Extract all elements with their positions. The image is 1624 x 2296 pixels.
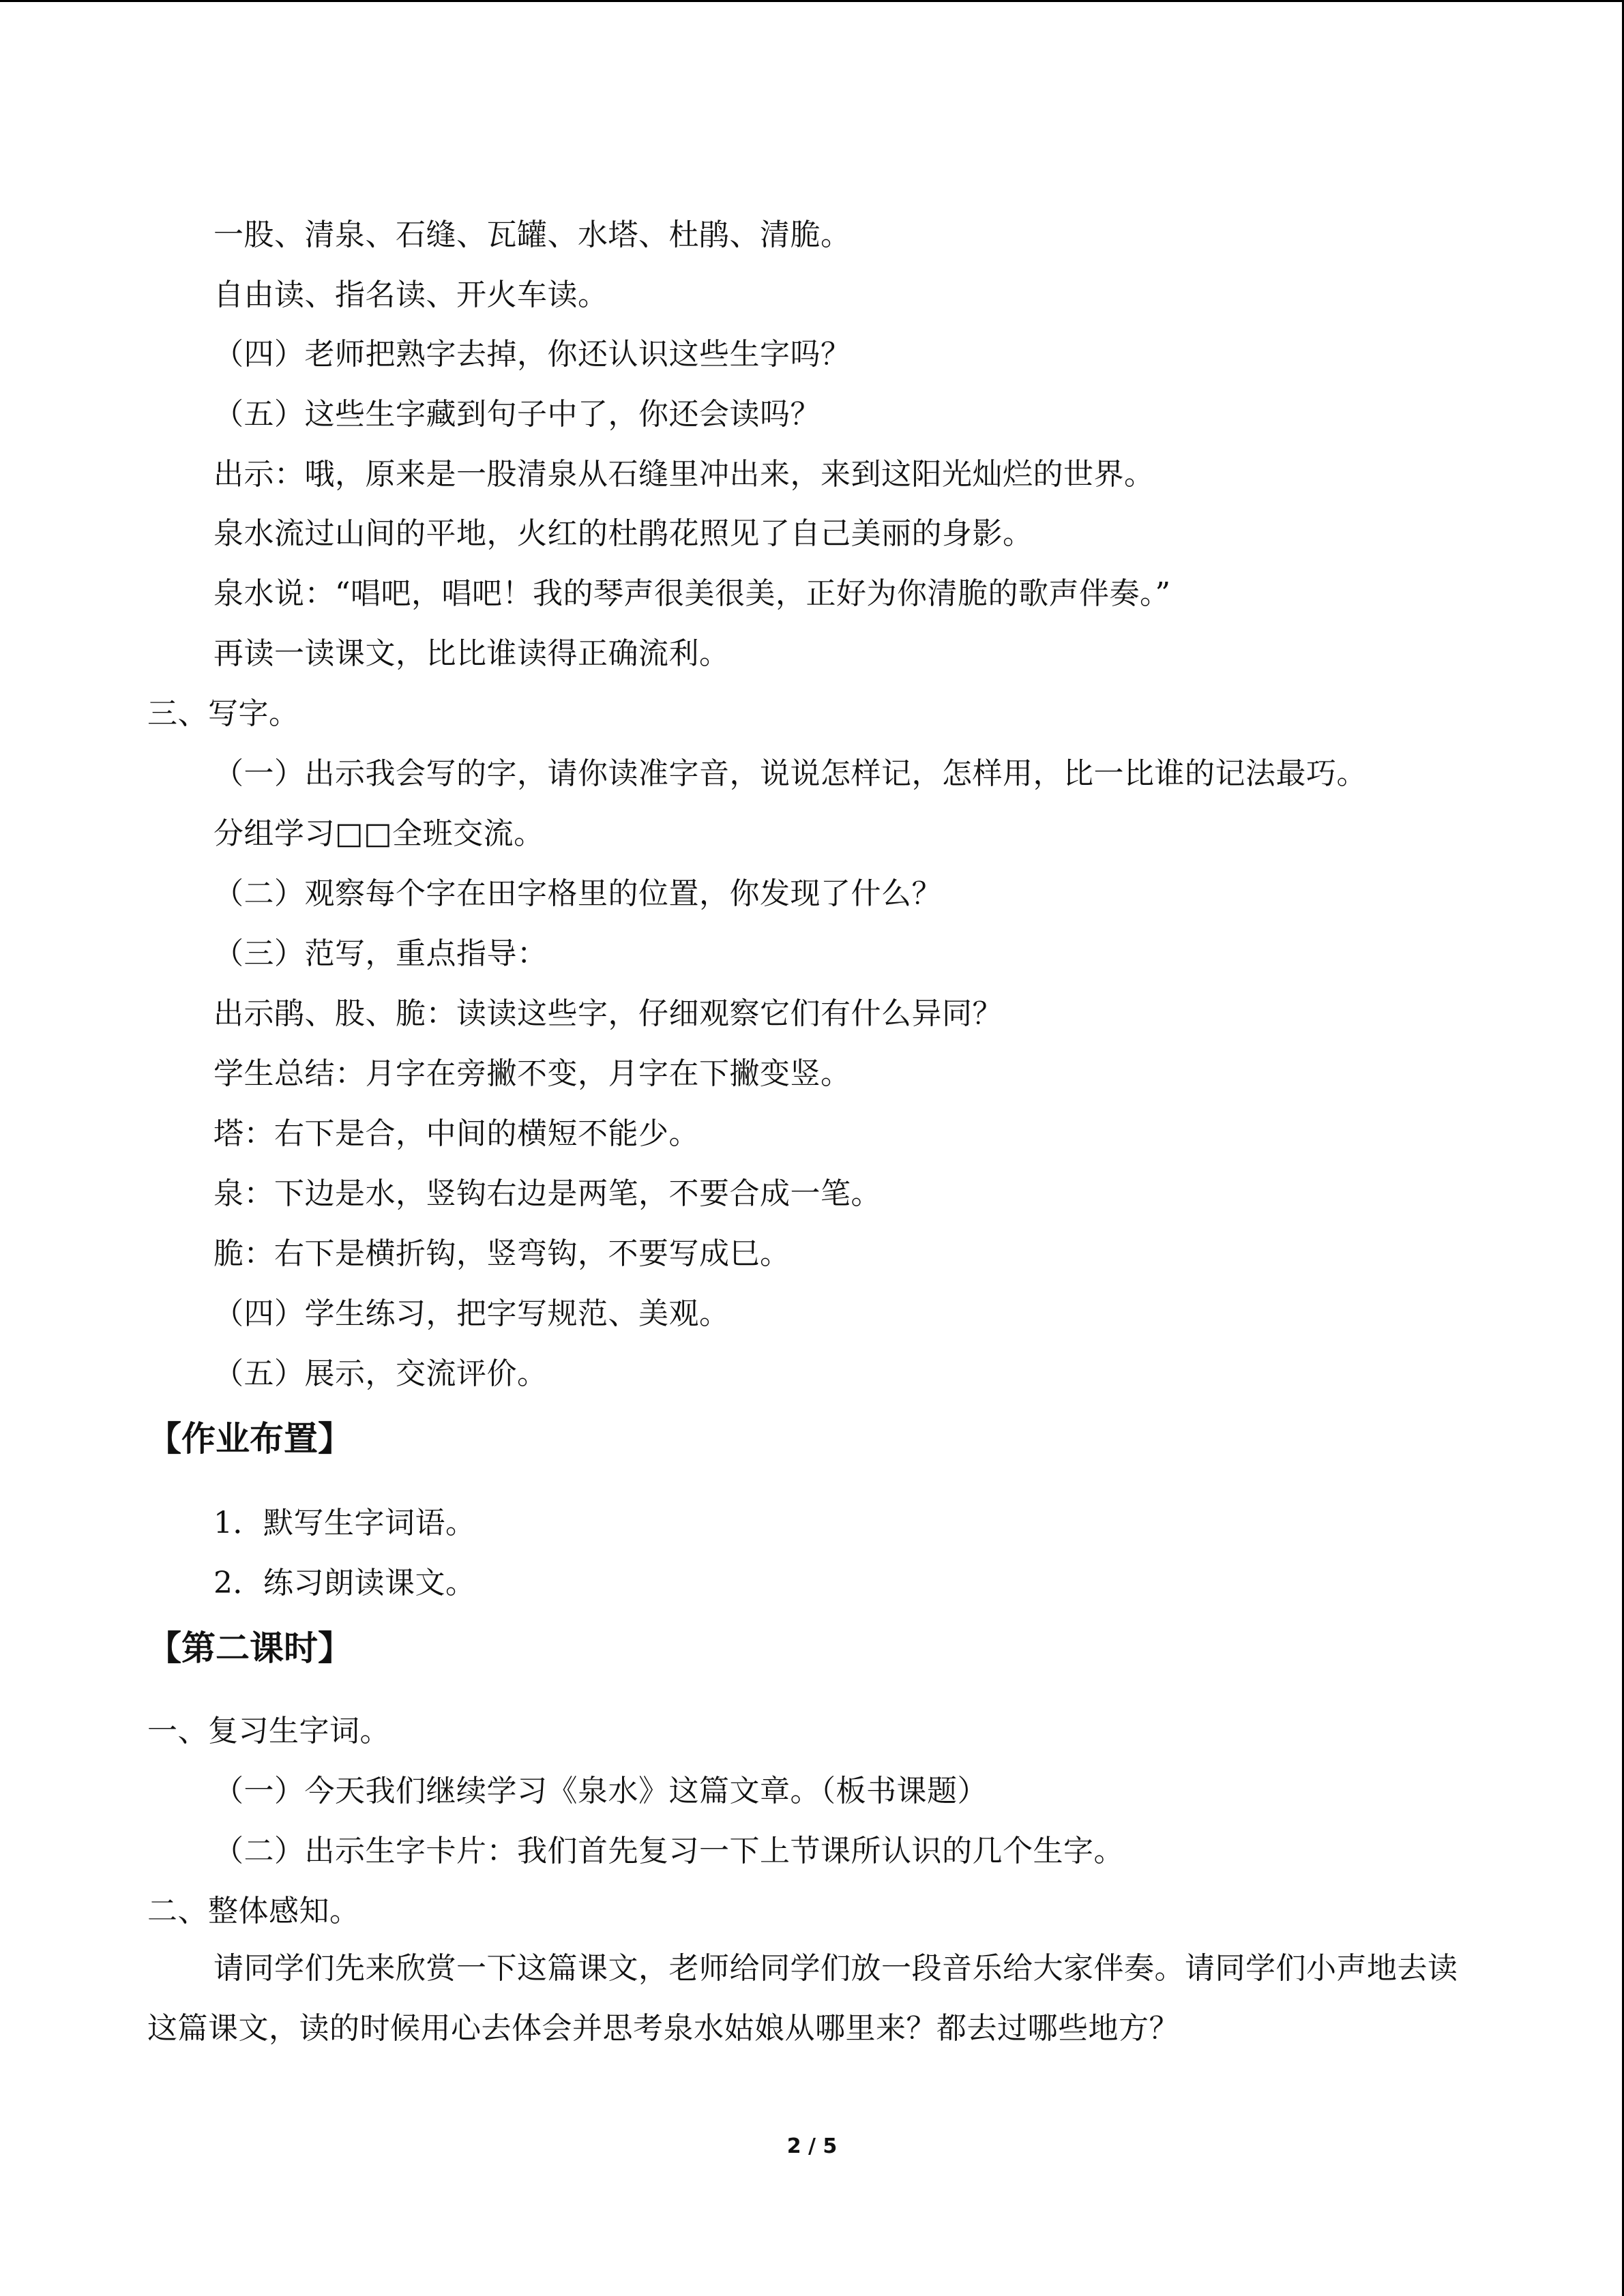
text-line: （四）老师把熟字去掉，你还认识这些生字吗？	[213, 337, 851, 372]
text-line: 学生总结：月字在旁撇不变，月字在下撇变竖。	[213, 1056, 851, 1091]
text-line: （五）这些生字藏到句子中了，你还会读吗？	[213, 397, 821, 432]
section-title: 二、整体感知。	[147, 1894, 360, 1928]
text-line: 出示鹃、股、脆：读读这些字，仔细观察它们有什么异同？	[213, 996, 1003, 1031]
section-title: 一、复习生字词。	[147, 1714, 390, 1748]
text-line: （一）今天我们继续学习《泉水》这篇文章。（板书课题）	[213, 1774, 988, 1808]
lesson2-heading: 【第二课时】	[147, 1628, 352, 1668]
section-title: 三、写字。	[147, 696, 299, 731]
text-line: （二）观察每个字在田字格里的位置，你发现了什么？	[213, 876, 942, 911]
text-line: 自由读、指名读、开火车读。	[213, 278, 608, 312]
page-number: 2 / 5	[786, 2134, 838, 2158]
text-line: （五）展示，交流评价。	[213, 1356, 548, 1391]
text-line: 再读一读课文，比比谁读得正确流利。	[213, 636, 730, 671]
homework-heading: 【作业布置】	[147, 1419, 352, 1459]
text-line: 塔：右下是合，中间的横短不能少。	[213, 1116, 699, 1151]
text-line: （四）学生练习，把字写规范、美观。	[213, 1296, 730, 1331]
body-paragraph: 请同学们先来欣赏一下这篇课文，老师给同学们放一段音乐给大家伴奏。请同学们小声地去读这篇课文，读的时候用心去体会并思考泉水姑娘从哪里来？都去过哪些地方？	[147, 1951, 1458, 2046]
text-line: 一股、清泉、石缝、瓦罐、水塔、杜鹃、清脆。	[213, 218, 851, 252]
text-line: 脆：右下是横折钩，竖弯钩，不要写成巳。	[213, 1236, 791, 1271]
text-line: （三）范写，重点指导：	[213, 936, 548, 971]
text-line: 出示：哦，原来是一股清泉从石缝里冲出来，来到这阳光灿烂的世界。	[213, 457, 1155, 492]
homework-item: 1．默写生字词语。	[213, 1506, 476, 1540]
text-line: 泉水流过山间的平地，火红的杜鹃花照见了自己美丽的身影。	[213, 516, 1033, 551]
text-line: 分组学习□□全班交流。	[213, 816, 544, 851]
text-line: （一）出示我会写的字，请你读准字音，说说怎样记，怎样用，比一比谁的记法最巧。	[213, 756, 1367, 791]
homework-item: 2．练习朗读课文。	[213, 1566, 476, 1600]
text-line: 泉：下边是水，竖钩右边是两笔，不要合成一笔。	[213, 1176, 881, 1211]
text-line: 泉水说：“唱吧，唱吧！我的琴声很美很美，正好为你清脆的歌声伴奏。”	[213, 576, 1171, 611]
text-line: （二）出示生字卡片：我们首先复习一下上节课所认识的几个生字。	[213, 1834, 1124, 1868]
